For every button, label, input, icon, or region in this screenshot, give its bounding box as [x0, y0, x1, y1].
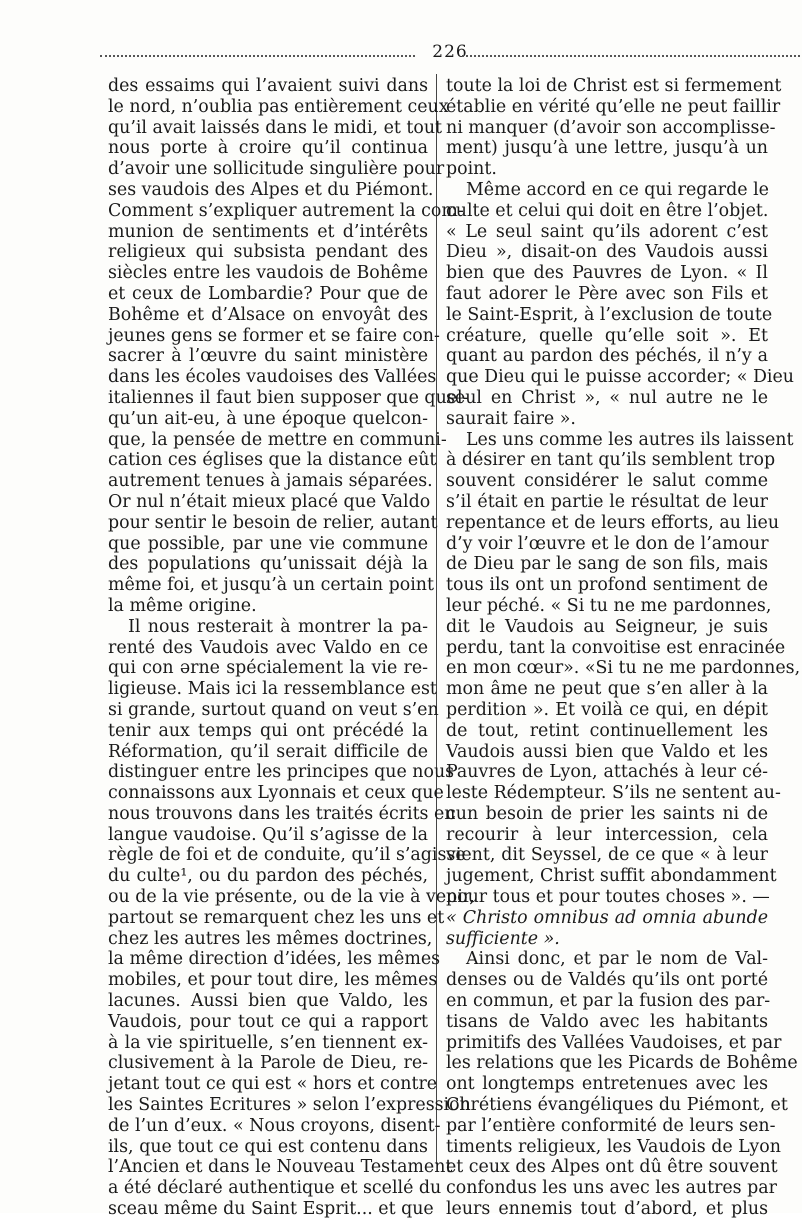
text-line: sufficiente ».	[446, 928, 560, 949]
text-line: vient, dit Seyssel, de ce que « à leur	[446, 845, 768, 866]
text-line: qui con ərne spécialement la vie re-	[108, 658, 428, 679]
text-line: « Christo omnibus ad omnia abunde	[446, 907, 768, 928]
text-line: tisans de Valdo avec les habitants	[446, 1011, 768, 1032]
text-line: Réformation, qu’il serait difficile de	[108, 741, 428, 762]
text-line: les Saintes Ecritures » selon l’expression	[108, 1095, 471, 1116]
text-line: dit le Vaudois au Seigneur, je suis	[446, 616, 768, 637]
text-line: règle de foi et de conduite, qu’il s’agisse	[108, 845, 466, 866]
text-line: mon âme ne peut que s’en aller à la	[446, 679, 768, 700]
text-line: que Dieu qui le puisse accorder; « Dieu	[446, 367, 794, 388]
text-line: Comment s’expliquer autrement la com-	[108, 200, 464, 221]
text-line: quant au pardon des péchés, il n’y a	[446, 346, 768, 367]
text-line: bien que des Pauvres de Lyon. « Il	[446, 263, 768, 284]
text-line: pour tous et pour toutes choses ». —	[446, 887, 770, 908]
column-divider	[436, 74, 437, 1164]
text-line: Pauvres de Lyon, attachés à leur cé-	[446, 762, 768, 783]
text-line: ou de la vie présente, ou de la vie à venir,	[108, 887, 475, 908]
text-line: tenir aux temps qui ont précédé la	[108, 720, 428, 741]
text-line: Ainsi donc, et par le nom de Val-	[466, 949, 768, 970]
text-line: leste Rédempteur. S’ils ne sentent au-	[446, 783, 781, 804]
text-line: ses vaudois des Alpes et du Piémont.	[108, 179, 434, 200]
text-line: ils, que tout ce qui est contenu dans	[108, 1136, 428, 1157]
text-line: de Dieu par le sang de son fils, mais	[446, 554, 768, 575]
text-line: qu’un ait-eu, à une époque quelcon-	[108, 408, 428, 429]
text-line: siècles entre les vaudois de Bohême	[108, 263, 428, 284]
text-line: leur péché. « Si tu ne me pardonnes,	[446, 595, 772, 616]
text-line: souvent considérer le salut comme	[446, 471, 768, 492]
text-line: jetant tout ce qui est « hors et contre	[108, 1074, 438, 1095]
text-line: Chrétiens évangéliques du Piémont, et	[446, 1095, 788, 1116]
text-line: « Le seul saint qu’ils adorent c’est	[446, 221, 768, 242]
header-rule-right	[462, 55, 800, 57]
text-line: leurs ennemis tout d’abord, et plus	[446, 1199, 768, 1220]
text-line: ligieuse. Mais ici la ressemblance est	[108, 679, 437, 700]
text-line: les relations que les Picards de Bohême	[446, 1053, 798, 1074]
text-line: Dieu », disait-on des Vaudois aussi	[446, 242, 768, 263]
text-line: que possible, par une vie commune	[108, 533, 428, 554]
text-line: en commun, et par la fusion des par-	[446, 991, 771, 1012]
text-line: saurait faire ».	[446, 408, 576, 429]
text-line: clusivement à la Parole de Dieu, re-	[108, 1053, 428, 1074]
text-line: tous ils ont un profond sentiment de	[446, 575, 768, 596]
text-line: recourir à leur intercession, cela	[446, 824, 768, 845]
text-line: Or nul n’était mieux placé que Valdo	[108, 491, 431, 512]
text-line: de tout, retint continuellement les	[446, 720, 768, 741]
text-line: autrement tenues à jamais séparées.	[108, 471, 433, 492]
text-line: par l’entière conformité de leurs sen-	[446, 1115, 776, 1136]
text-line: partout se remarquent chez les uns et	[108, 907, 445, 928]
text-line: distinguer entre les principes que nous	[108, 762, 455, 783]
text-line: la même direction d’idées, les mêmes	[108, 949, 441, 970]
text-line: des populations qu’unissait déjà la	[108, 554, 428, 575]
text-line: munion de sentiments et d’intérêts	[108, 221, 428, 242]
text-line: l’Ancien et dans le Nouveau Testament	[108, 1157, 453, 1178]
text-line: le Saint-Esprit, à l’exclusion de toute	[446, 304, 773, 325]
text-line: établie en vérité qu’elle ne peut faillir	[446, 96, 781, 117]
text-line: faut adorer le Père avec son Fils et	[446, 283, 768, 304]
text-line: la même origine.	[108, 595, 257, 616]
text-line: jugement, Christ suffit abondamment	[446, 866, 777, 887]
text-line: si grande, surtout quand on veut s’en	[108, 699, 439, 720]
text-line: même foi, et jusqu’à un certain point	[108, 575, 434, 596]
text-line: culte et celui qui doit en être l’objet.	[446, 200, 769, 221]
text-line: Vaudois aussi bien que Valdo et les	[446, 741, 768, 762]
text-line: Vaudois, pour tout ce qui a rapport	[108, 1011, 428, 1032]
text-line: seul en Christ », « nul autre ne le	[446, 387, 768, 408]
text-line: denses ou de Valdés qu’ils ont porté	[446, 970, 768, 991]
text-line: cun besoin de prier les saints ni de	[446, 803, 768, 824]
text-line: Les uns comme les autres ils laissent	[466, 429, 794, 450]
text-line: sceau même du Saint Esprit... et que	[108, 1199, 434, 1220]
text-line: pour sentir le besoin de relier, autant	[108, 512, 438, 533]
text-line: Même accord en ce qui regarde le	[466, 179, 769, 200]
text-line: italiennes il faut bien supposer que quel-	[108, 387, 469, 408]
text-line: primitifs des Vallées Vaudoises, et par	[446, 1032, 782, 1053]
text-line: point.	[446, 159, 497, 180]
text-line: des essaims qui l’avaient suivi dans	[108, 76, 428, 96]
text-line: dans les écoles vaudoises des Vallées	[108, 367, 437, 388]
text-line: toute la loi de Christ est si fermement	[446, 76, 782, 96]
text-line: à la vie spirituelle, s’en tiennent ex-	[108, 1032, 428, 1053]
text-line: cation ces églises que la distance eût	[108, 450, 437, 471]
text-line: s’il était en partie le résultat de leur	[446, 491, 768, 512]
text-line: et ceux de Lombardie? Pour que de	[108, 283, 428, 304]
text-line: d’avoir une sollicitude singulière pour	[108, 159, 445, 180]
text-line: perdu, tant la convoitise est enracinée	[446, 637, 786, 658]
text-line: en mon cœur». «Si tu ne me pardonnes,	[446, 658, 801, 679]
right-column	[446, 76, 801, 1220]
text-line: nous trouvons dans les traités écrits en	[108, 803, 456, 824]
text-line: Bohême et d’Alsace on envoyât des	[108, 304, 428, 325]
text-line: le nord, n’oublia pas entièrement ceux	[108, 96, 449, 117]
text-line: ont longtemps entretenues avec les	[446, 1074, 768, 1095]
text-line: ment) jusqu’à une lettre, jusqu’à un	[446, 138, 768, 159]
text-line: connaissons aux Lyonnais et ceux que	[108, 783, 444, 804]
page-header	[100, 40, 800, 70]
text-line: mobiles, et pour tout dire, les mêmes	[108, 970, 438, 991]
text-line: langue vaudoise. Qu’il s’agisse de la	[108, 824, 428, 845]
text-line: de l’un d’eux. « Nous croyons, disent-	[108, 1115, 441, 1136]
text-line: timents religieux, les Vaudois de Lyon	[446, 1136, 781, 1157]
text-line: à désirer en tant qu’ils semblent trop	[446, 450, 776, 471]
text-line: Il nous resterait à montrer la pa-	[128, 616, 428, 637]
text-line: a été déclaré authentique et scellé du	[108, 1178, 442, 1199]
text-line: repentance et de leurs efforts, au lieu	[446, 512, 780, 533]
text-line: ni manquer (d’avoir son accomplisse-	[446, 117, 776, 138]
text-line: nous porte à croire qu’il continua	[108, 138, 428, 159]
text-line: du culte¹, ou du pardon des péchés,	[108, 866, 428, 887]
text-line: perdition ». Et voilà ce qui, en dépit	[446, 699, 768, 720]
text-line: religieux qui subsista pendant des	[108, 242, 428, 263]
text-line: qu’il avait laissés dans le midi, et tout	[108, 117, 443, 138]
text-line: jeunes gens se former et se faire con-	[108, 325, 440, 346]
text-line: chez les autres les mêmes doctrines,	[108, 928, 433, 949]
left-column	[108, 76, 475, 1220]
text-line: d’y voir l’œuvre et le don de l’amour	[446, 533, 769, 554]
text-line: que, la pensée de mettre en communi-	[108, 429, 447, 450]
text-line: confondus les uns avec les autres par	[446, 1178, 777, 1199]
text-line: renté des Vaudois avec Valdo en ce	[108, 637, 428, 658]
text-line: sacrer à l’œuvre du saint ministère	[108, 346, 428, 367]
text-line: créature, quelle qu’elle soit ». Et	[446, 325, 768, 346]
text-line: lacunes. Aussi bien que Valdo, les	[108, 991, 428, 1012]
page-number: 226	[432, 42, 468, 62]
text-line: et ceux des Alpes ont dû être souvent	[446, 1157, 778, 1178]
